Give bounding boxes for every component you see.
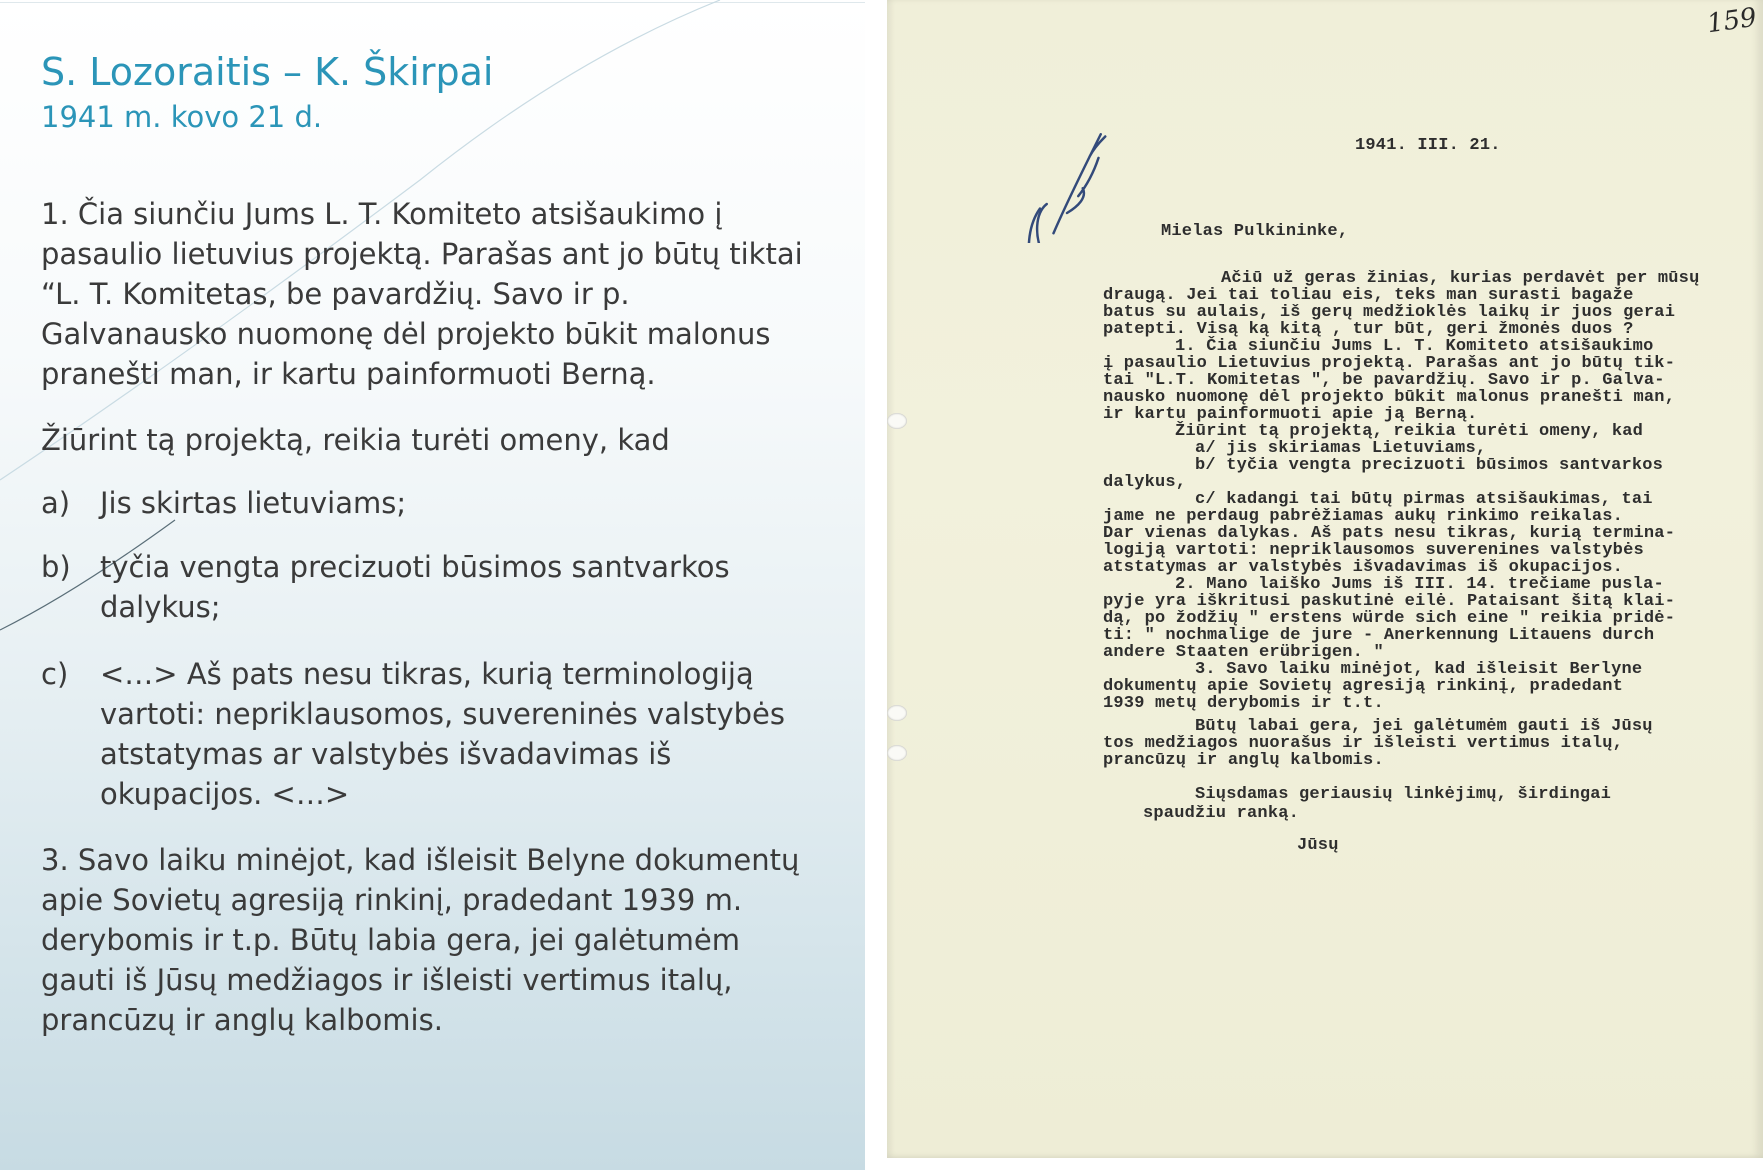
typed-line: atstatymas ar valstybės išvadavimas iš okupacijos. — [1103, 558, 1624, 577]
typed-line: batus su aulais, iš gerų medžioklės laikų ir juos gerai — [1103, 303, 1676, 322]
list-text: <…> Aš pats nesu tikras, kurią terminologiją vartoti: nepriklausomos, suvereninės valstybės atstatymas ar valstybės išvadavimas iš okupacijos. <…> — [100, 657, 785, 811]
typewritten-letter-scan — [887, 0, 1763, 1158]
typed-line: jame ne perdaug pabrėžiamas aukų rinkimo reikalas. — [1103, 507, 1624, 526]
typed-line: andere Staaten erübrigen. " — [1103, 643, 1384, 662]
typed-line: Siųsdamas geriausių linkėjimų, širdingai — [1195, 785, 1612, 804]
typed-line: patepti. Visą ką kitą , tur būt, geri žmonės duos ? — [1103, 320, 1634, 339]
typed-line: 1939 metų derybomis ir t.t. — [1103, 694, 1384, 713]
typed-line: dą, po žodžių " erstens würde sich eine " reikia pridė- — [1103, 609, 1676, 628]
typed-line: Žiūrint tą projektą, reikia turėti omeny, kad — [1175, 422, 1644, 441]
typed-line: tos medžiagos nuorašus ir išleisti vertimus italų, — [1103, 734, 1624, 753]
typed-line: draugą. Jei tai toliau eis, teks man surasti bagaže — [1103, 286, 1634, 305]
typed-line: dalykus, — [1103, 473, 1187, 492]
typed-line: c/ kadangi tai būtų pirmas atsišaukimas, tai — [1195, 490, 1653, 509]
typed-line: nausko nuomonę dėl projekto būkit malonus pranešti man, — [1103, 388, 1676, 407]
transcription-panel — [0, 0, 865, 1170]
typed-line: 1941. III. 21. — [1355, 136, 1501, 155]
typed-line: Jūsų — [1297, 836, 1339, 855]
list-text: tyčia vengta precizuoti būsimos santvarkos dalykus; — [100, 550, 730, 624]
typed-line: ti: " nochmalige de jure - Anerkennung Litauens durch — [1103, 626, 1655, 645]
list-marker: b) — [41, 550, 71, 584]
typed-line: prancūzų ir anglų kalbomis. — [1103, 751, 1384, 770]
typed-line: dokumentų apie Sovietų agresiją rinkinį, pradedant — [1103, 677, 1624, 696]
typed-line: b/ tyčia vengta precizuoti būsimos santvarkos — [1195, 456, 1664, 475]
list-item-b — [41, 547, 841, 629]
typed-line: a/ jis skiriamas Lietuviams, — [1195, 439, 1487, 458]
list-text: Jis skirtas lietuviams; — [100, 486, 407, 520]
list-item-a — [41, 483, 841, 525]
typed-line: Būtų labai gera, jei galėtumėm gauti iš Jūsų — [1195, 717, 1653, 736]
typed-line: ir kartu painformuoti apie ją Berną. — [1103, 405, 1478, 424]
typed-line: 2. Mano laiško Jums iš III. 14. trečiame pusla- — [1175, 575, 1664, 594]
punch-hole-3 — [887, 745, 907, 761]
typed-line: Mielas Pulkininke, — [1161, 222, 1349, 241]
page-title: S. Lozoraitis – K. Škirpai — [41, 50, 494, 94]
list-marker: a) — [41, 486, 71, 520]
typed-line: Ačiū už geras žinias, kurias perdavėt per mūsų — [1221, 269, 1700, 288]
handwritten-annotation — [1022, 93, 1112, 243]
typed-line: spaudžiu ranką. — [1143, 804, 1300, 823]
punch-hole-1 — [887, 413, 907, 429]
punch-hole-2 — [887, 705, 907, 721]
typed-line: pyje yra iškritusi paskutinė eilė. Pataisant šitą klai- — [1103, 592, 1676, 611]
page-subtitle-date: 1941 m. kovo 21 d. — [41, 100, 323, 134]
paragraph-1: 1. Čia siunčiu Jums L. T. Komiteto atsišaukimo į pasaulio lietuvius projektą. Parašas ant jo būtų tiktai “L. T. Komitetas, be pavardžių. Savo ir p. Galvanausko nuomonę dėl projekto būkit malonus pranešti man, ir kartu painformuoti Berną. — [41, 197, 803, 391]
typed-line: į pasaulio Lietuvius projektą. Parašas ant jo būtų tik- — [1103, 354, 1676, 373]
paragraph-3: 3. Savo laiku minėjot, kad išleisit Belyne dokumentų apie Sovietų agresiją rinkinį, pradedant 1939 m. derybomis ir t.p. Būtų labia gera, jei galėtumėm gauti iš Jūsų medžiagos ir išleisti vertimus italų, prancūzų ir anglų kalbomis. — [41, 843, 800, 1037]
folio-number: 159 — [1705, 2, 1759, 40]
paragraph-2: Žiūrint tą projektą, reikia turėti omeny, kad — [41, 423, 670, 457]
archival-document-panel — [865, 0, 1764, 1170]
typed-line: logiją vartoti: nepriklausomos suverenines valstybės — [1103, 541, 1644, 560]
list-item-c — [41, 654, 841, 816]
list-marker: c) — [41, 657, 69, 691]
typed-line: Dar vienas dalykas. Aš pats nesu tikras, kurią termina- — [1103, 524, 1676, 543]
typed-line: 3. Savo laiku minėjot, kad išleisit Berlyne — [1195, 660, 1643, 679]
typed-line: tai "L.T. Komitetas ", be pavardžių. Savo ir p. Galva- — [1103, 371, 1665, 390]
typed-line: 1. Čia siunčiu Jums L. T. Komiteto atsišaukimo — [1175, 337, 1654, 356]
